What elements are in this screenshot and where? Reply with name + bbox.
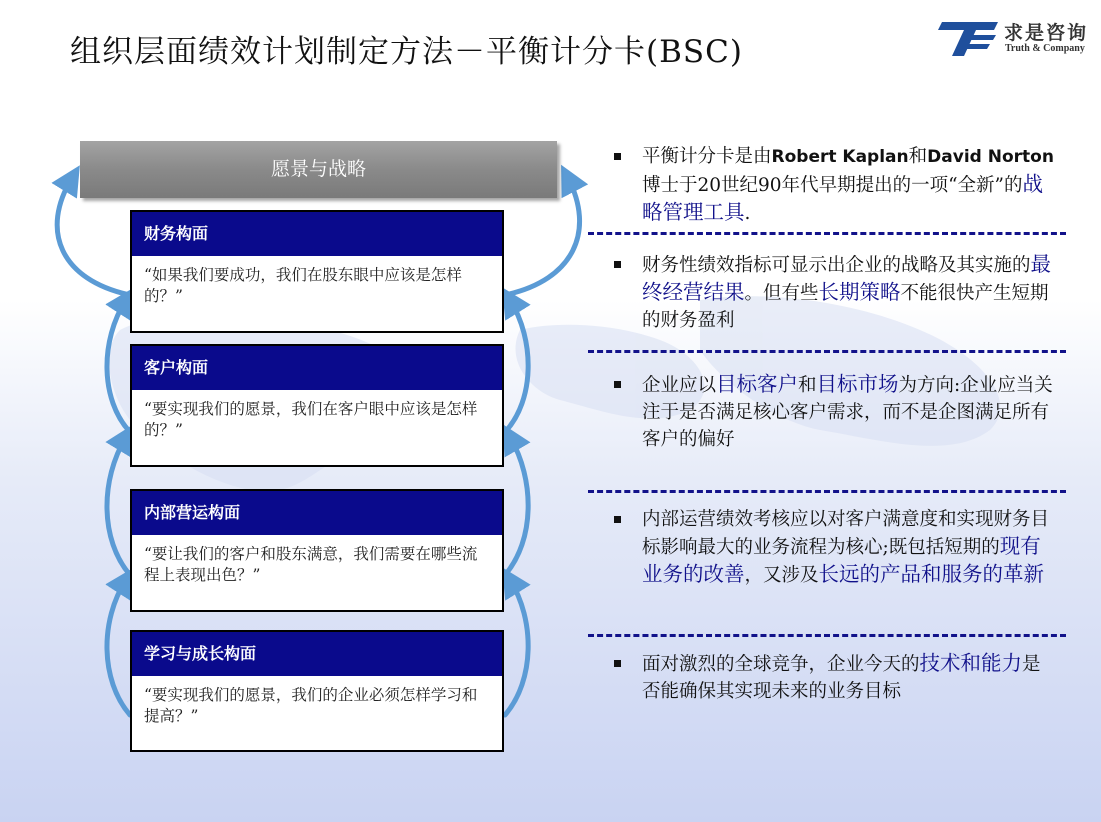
arrow-left-learning-to-internal	[107, 580, 130, 715]
bullet-text: 财务性绩效指标可显示出企业的战略及其实施的	[642, 255, 1031, 276]
bullet-square-icon	[614, 660, 621, 667]
bullet-text: 面对激烈的全球竞争，企业今天的	[642, 654, 920, 675]
arrow-right-internal-to-customer	[505, 437, 528, 575]
bullet-square-icon	[614, 516, 621, 523]
bullet-text: 是否能确保其实现未来的业务目标	[642, 654, 1041, 702]
perspective-financial	[130, 210, 504, 333]
bullet-financial	[618, 251, 1058, 334]
bullet-text: 平衡计分卡是由	[642, 146, 772, 167]
bullet-highlight: 长期策略	[818, 280, 901, 304]
bullet-highlight: 技术和能力	[919, 651, 1023, 675]
bullet-text: David Norton	[927, 147, 1054, 167]
arrow-left-internal-to-customer	[107, 437, 130, 575]
bullet-square-icon	[614, 261, 621, 268]
bullet-square-icon	[614, 153, 621, 160]
bullet-text: ，又涉及	[744, 565, 819, 586]
bullet-highlight: 最终经营结果	[642, 252, 1052, 304]
vision-strategy-box: 愿景与战略	[80, 141, 557, 198]
perspective-header: 学习与成长构面	[132, 632, 502, 676]
dashed-divider	[588, 634, 1066, 637]
bullet-text: Robert Kaplan	[771, 147, 909, 167]
bullet-customer	[618, 371, 1058, 453]
bullet-text: 内部运营绩效考核应以对客户满意度和实现财务目标影响最大的业务流程为核心;既包括短期的	[642, 509, 1050, 558]
perspective-question: “要实现我们的愿景，我们在客户眼中应该是怎样的？”	[144, 400, 478, 439]
bullet-bsc-definition	[618, 143, 1058, 227]
perspective-question: “要让我们的客户和股东满意，我们需要在哪些流程上表现出色？”	[144, 545, 478, 584]
bullet-text: 为方向:企业应当关注于是否满足核心客户需求，而不是企图满足所有客户的偏好	[642, 375, 1053, 450]
perspective-internal	[130, 489, 504, 612]
bullet-text: 和	[908, 146, 928, 167]
bullet-highlight: 现有业务的改善	[642, 534, 1041, 586]
bullet-text: 和	[798, 375, 817, 396]
bullet-highlight: 战略管理工具	[642, 172, 1043, 224]
bullet-text: .	[744, 203, 751, 224]
logo-chinese-name: 求是咨询	[1004, 22, 1089, 44]
perspective-question: “要实现我们的愿景，我们的企业必须怎样学习和提高？”	[144, 686, 478, 725]
page-title: 组织层面绩效计划制定方法－平衡计分卡(BSC)	[70, 34, 743, 70]
arrow-left-customer-to-financial	[107, 300, 130, 432]
perspective-customer	[130, 344, 504, 467]
bullet-highlight: 长远的产品和服务的革新	[818, 562, 1045, 586]
logo-english-name: Truth & Company	[1005, 43, 1085, 54]
perspective-question: “如果我们要成功，我们在股东眼中应该是怎样的？”	[144, 266, 462, 305]
bullet-text: 博士于20世纪90年代早期提出的一项“全新”的	[642, 175, 1023, 196]
arrow-right-learning-to-internal	[505, 580, 528, 715]
dashed-divider	[588, 490, 1066, 493]
arrow-right-customer-to-financial	[505, 300, 528, 432]
perspective-header: 客户构面	[132, 346, 502, 390]
perspective-header: 内部营运构面	[132, 491, 502, 535]
bullet-square-icon	[614, 381, 621, 388]
perspective-learning	[130, 630, 504, 752]
bullet-highlight: 目标市场	[816, 372, 899, 396]
bullet-text: 企业应以	[642, 375, 717, 396]
bullet-internal	[618, 506, 1058, 589]
bullet-highlight: 目标客户	[716, 372, 799, 396]
bullet-learning	[618, 650, 1058, 705]
bullet-text: 不能很快产生短期的财务盈利	[642, 283, 1049, 331]
dashed-divider	[588, 350, 1066, 353]
bullet-text: 。但有些	[744, 283, 819, 304]
perspective-header: 财务构面	[132, 212, 502, 256]
dashed-divider	[588, 232, 1066, 235]
